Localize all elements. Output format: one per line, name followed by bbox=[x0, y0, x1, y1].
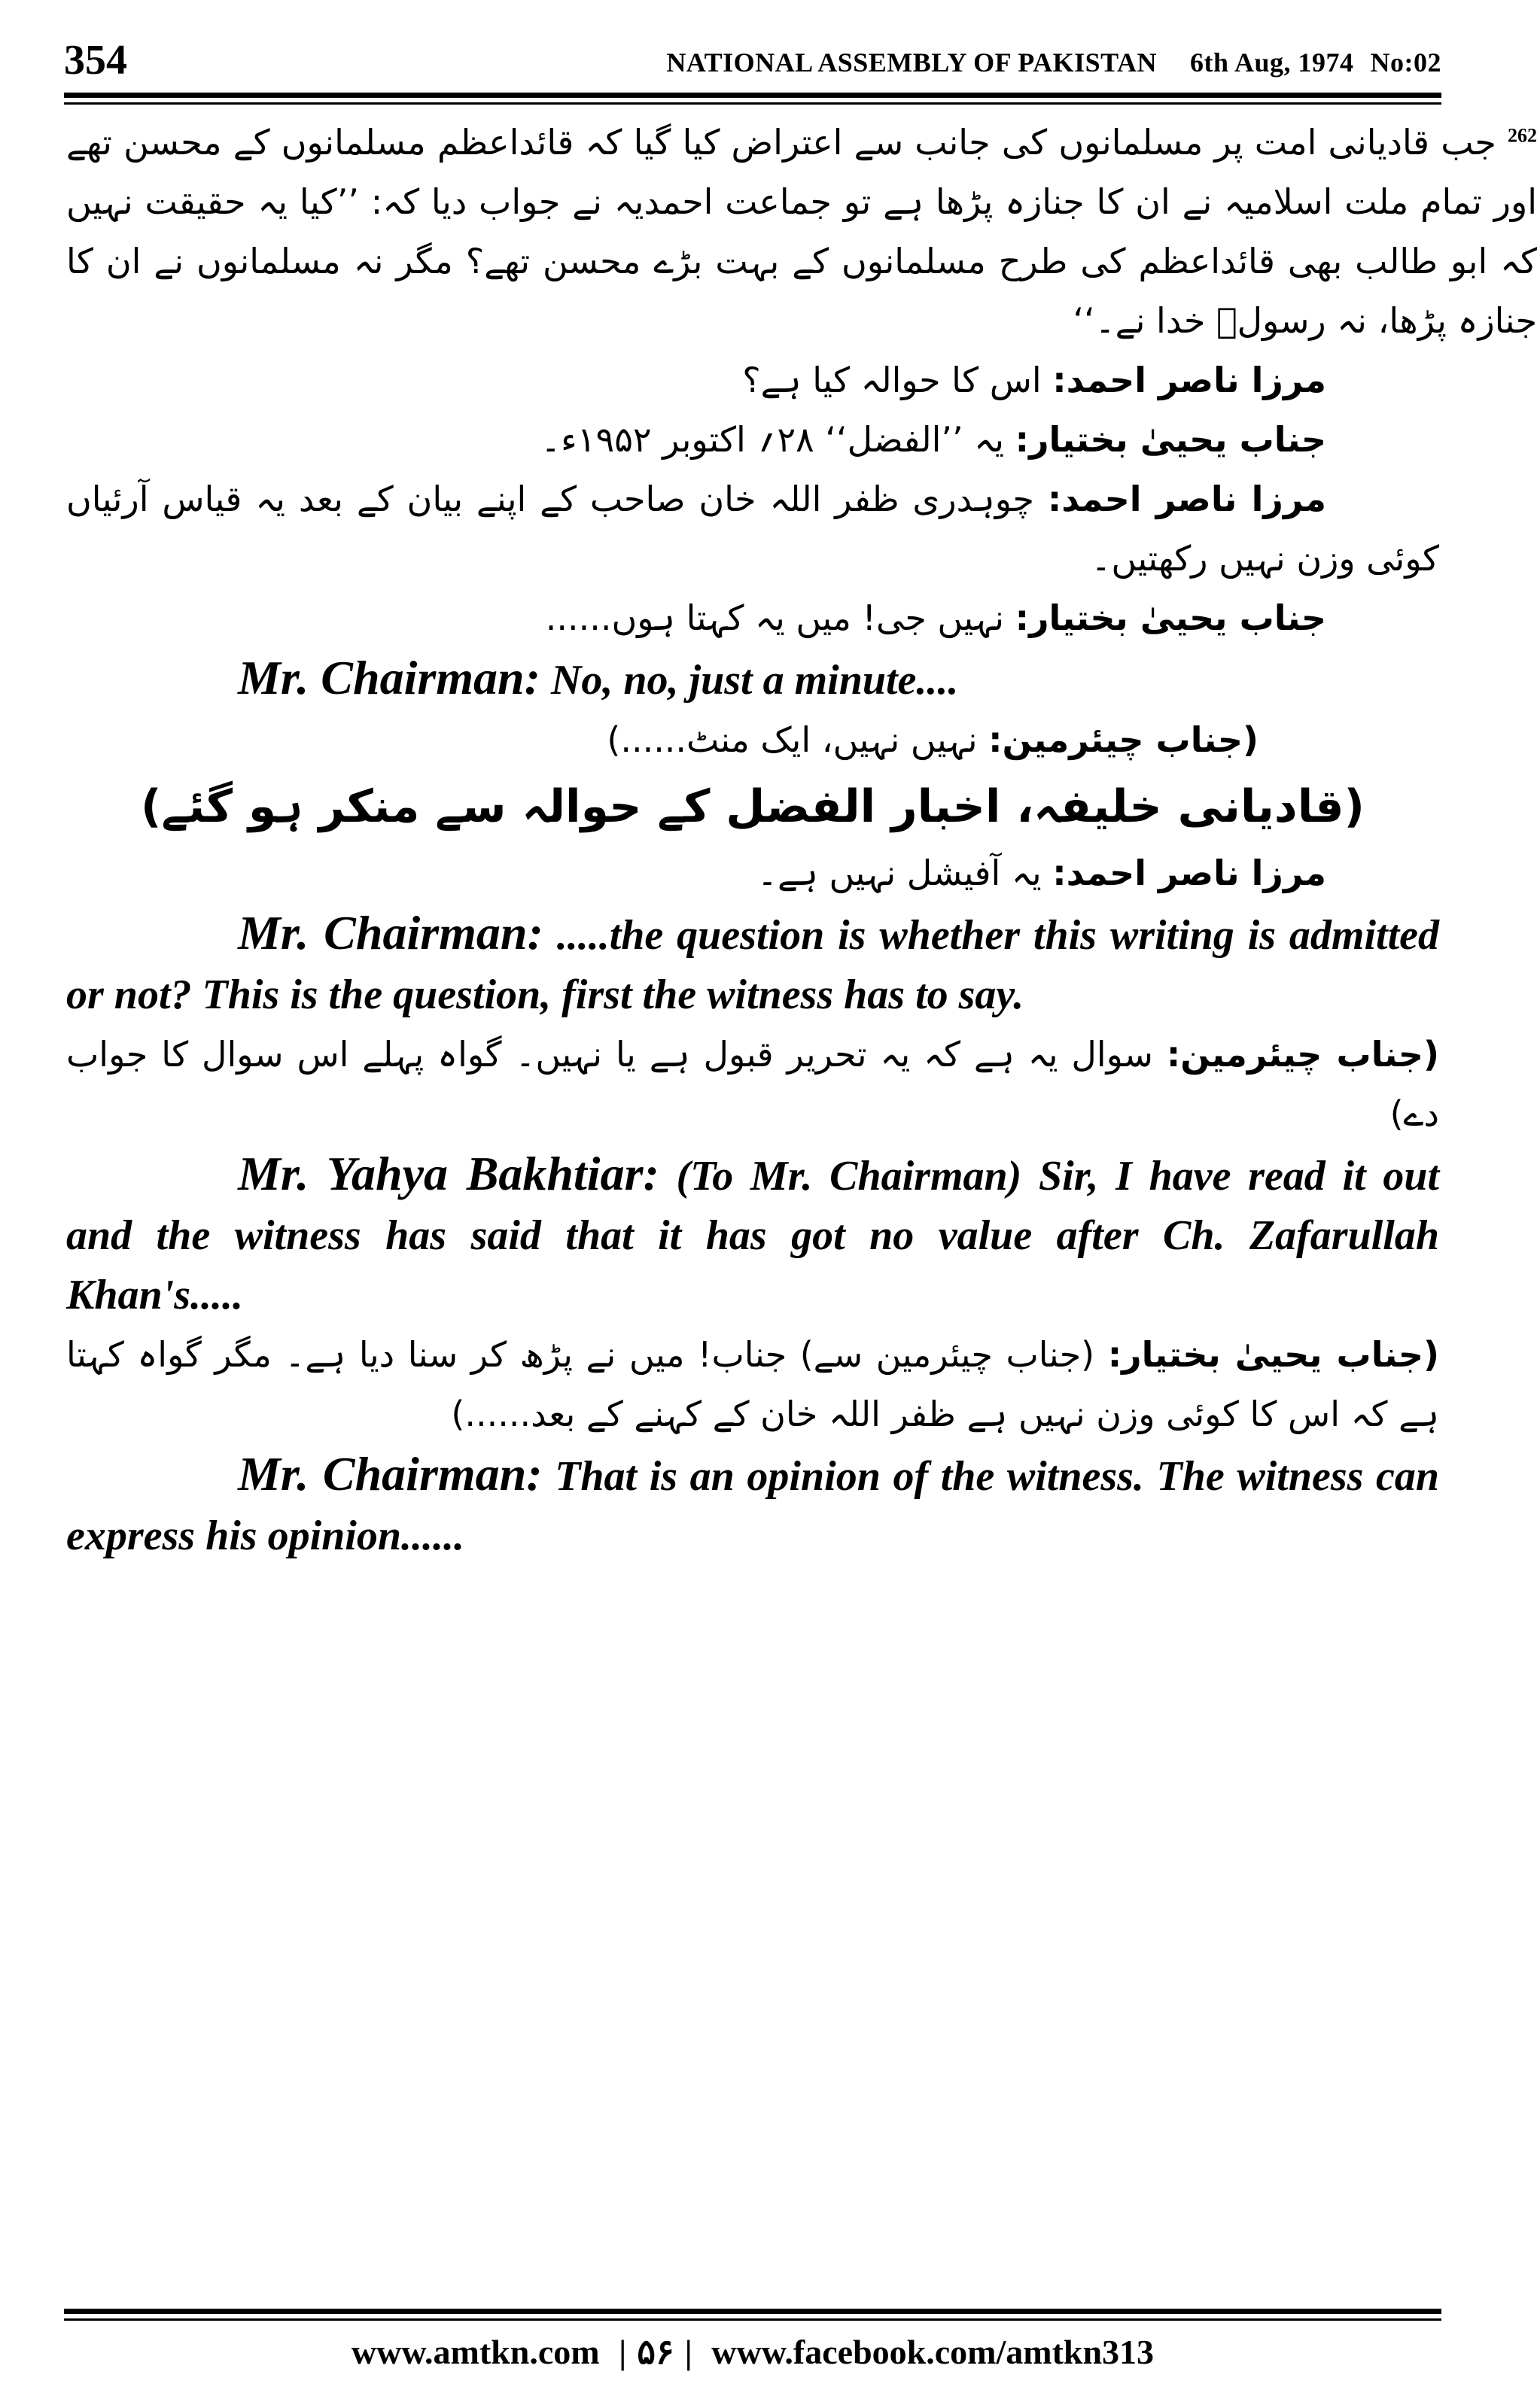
header-rule-thin bbox=[64, 102, 1441, 105]
section-heading: (قادیانی خلیفہ، اخبار الفضل کے حوالہ سے منکر ہو گئے) bbox=[141, 780, 1365, 833]
speaker-name: جناب یحییٰ بختیار: bbox=[1015, 597, 1326, 638]
urdu-speech-mirza-1 bbox=[66, 351, 1439, 410]
speaker-name: Mr. Chairman: bbox=[238, 1447, 543, 1500]
urdu-translation-chairman-2 bbox=[66, 1025, 1439, 1144]
speech-text: اس کا حوالہ کیا ہے؟ bbox=[742, 360, 1042, 400]
speech-text: نہیں نہیں، ایک منٹ......) bbox=[607, 719, 978, 760]
footer-separator: | bbox=[619, 2333, 627, 2371]
running-head bbox=[666, 47, 1441, 78]
footer-page-number: ۵۶ bbox=[637, 2333, 674, 2371]
urdu-speech-bakhtiar-2 bbox=[66, 588, 1439, 648]
website-link[interactable]: www.amtkn.com bbox=[351, 2333, 600, 2371]
speaker-name: (جناب چیئرمین: bbox=[1166, 1034, 1439, 1075]
speech-text: .....the question is whether this writing is admitted or not? This is the question, first the witness has to say. bbox=[66, 912, 1440, 1018]
speaker-name: (جناب یحییٰ بختیار: bbox=[1107, 1334, 1439, 1375]
speaker-name: مرزا ناصر احمد: bbox=[1047, 479, 1326, 519]
page-number: 354 bbox=[64, 37, 127, 84]
session-date: 6th Aug, 1974 bbox=[1189, 47, 1354, 78]
footer-rule-thick bbox=[64, 2309, 1441, 2314]
speech-text: That is an opinion of the witness. The witness can express his opinion...... bbox=[66, 1453, 1440, 1559]
issue-number: No:02 bbox=[1370, 47, 1441, 78]
footer-separator: | bbox=[684, 2333, 692, 2371]
page-body bbox=[66, 113, 1537, 1566]
english-speech-chairman-3 bbox=[66, 1444, 1439, 1566]
urdu-translation-bakhtiar bbox=[66, 1325, 1439, 1444]
publication-title: NATIONAL ASSEMBLY OF PAKISTAN bbox=[666, 47, 1157, 78]
speaker-name: جناب یحییٰ بختیار: bbox=[1015, 419, 1326, 460]
speech-text: (جناب چیئرمین سے) جناب! میں نے پڑھ کر سنا دیا ہے۔ مگر گواہ کہتا ہے کہ اس کا کوئی وزن نہیں ہے ظفر اللہ خان کے کہنے کے بعد......) bbox=[66, 1334, 1439, 1434]
header-rule-thick bbox=[64, 93, 1441, 98]
paragraph-text: جب قادیانی امت پر مسلمانوں کی جانب سے اعتراض کیا گیا کہ قائداعظم مسلمانوں کے محسن تھے اور تمام ملت اسلامیہ نے ان کا جنازہ پڑھا ہے تو جماعت احمدیہ نے جواب دیا کہ: ’’کیا یہ حقیقت نہیں کہ ابو طالب بھی قائداعظم کی طرح مسلمانوں کے بہت بڑے محسن تھے؟ مگر نہ مسلمانوں نے ان کا جنازہ پڑھا، نہ رسولؐ خدا نے۔‘‘ bbox=[66, 122, 1537, 341]
speech-text: سوال یہ ہے کہ یہ تحریر قبول ہے یا نہیں۔ گواہ پہلے اس سوال کا جواب دے) bbox=[66, 1034, 1439, 1134]
speech-text: چوہدری ظفر اللہ خان صاحب کے اپنے بیان کے بعد یہ قیاس آرئیاں کوئی وزن نہیں رکھتیں۔ bbox=[66, 479, 1439, 579]
urdu-translation-chairman-1 bbox=[66, 710, 1439, 770]
speech-text: (To Mr. Chairman) Sir, I have read it out and the witness has said that it has got no value after Ch. Zafarullah Khan's..... bbox=[66, 1153, 1440, 1318]
speech-text: نہیں جی! میں یہ کہتا ہوں...... bbox=[545, 597, 1005, 638]
footer-rule-thin bbox=[64, 2318, 1441, 2321]
facebook-link[interactable]: www.facebook.com/amtkn313 bbox=[711, 2333, 1155, 2371]
english-speech-chairman-2 bbox=[66, 903, 1439, 1025]
speaker-name: Mr. Chairman: bbox=[238, 651, 540, 704]
page-footer bbox=[64, 2331, 1441, 2384]
speaker-name: مرزا ناصر احمد: bbox=[1052, 360, 1326, 400]
speaker-name: (جناب چیئرمین: bbox=[988, 719, 1259, 760]
speaker-name: Mr. Chairman: bbox=[238, 906, 543, 959]
english-speech-bakhtiar bbox=[66, 1144, 1439, 1325]
speaker-name: مرزا ناصر احمد: bbox=[1052, 853, 1326, 893]
urdu-speech-bakhtiar-1 bbox=[66, 410, 1439, 470]
speaker-name: Mr. Yahya Bakhtiar: bbox=[238, 1147, 659, 1200]
speech-text: یہ آفیشل نہیں ہے۔ bbox=[756, 853, 1042, 893]
urdu-speech-mirza-2 bbox=[66, 470, 1439, 588]
urdu-speech-mirza-3 bbox=[66, 844, 1439, 903]
footnote-reference: 262 bbox=[1508, 124, 1537, 147]
speech-text: No, no, just a minute.... bbox=[550, 657, 959, 704]
page-header bbox=[64, 36, 1441, 96]
english-speech-chairman-1 bbox=[66, 648, 1439, 710]
speech-text: یہ ’’الفضل‘‘ ۲۸؍ اکتوبر ۱۹۵۲ء۔ bbox=[540, 419, 1005, 460]
urdu-paragraph-quote bbox=[66, 113, 1537, 351]
